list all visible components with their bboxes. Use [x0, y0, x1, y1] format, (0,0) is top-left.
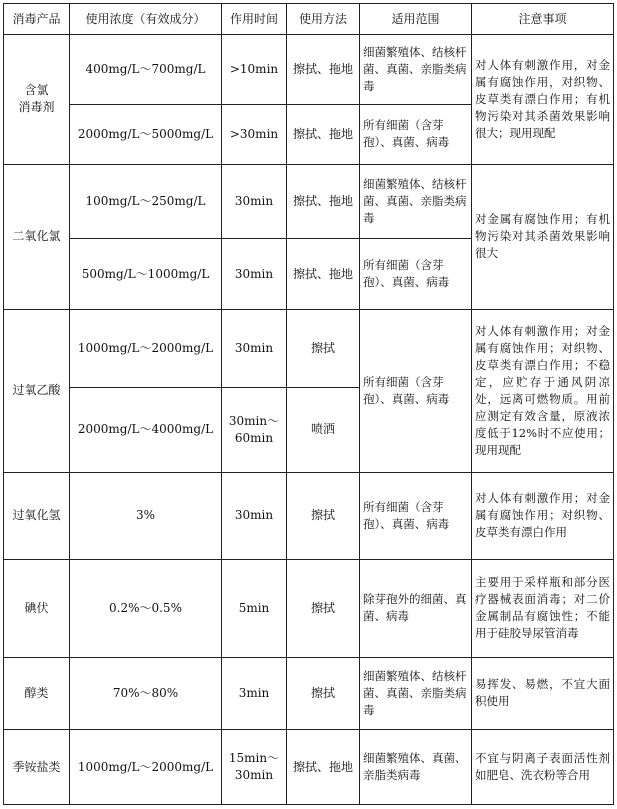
concentration-cell: 0.2%～0.5% — [70, 560, 222, 658]
header-method: 使用方法 — [287, 4, 360, 35]
time-cell — [222, 730, 287, 805]
time-cell — [222, 387, 287, 472]
concentration-cell: 1000mg/L～2000mg/L — [70, 309, 222, 387]
time-cell: 5min — [222, 560, 287, 658]
concentration-cell: 400mg/L～700mg/L — [70, 35, 222, 105]
product-cell: 过氧乙酸 — [4, 309, 70, 472]
notes-cell: 对人体有刺激作用；对金属有腐蚀作用；对织物、皮草类有漂白作用；不稳定，应贮存于通风阴凉处，远离可燃物质。用前应测定有效含量，原液浓度低于12%时不应使用；现用现配 — [472, 309, 614, 472]
method-cell: 擦拭 — [287, 657, 360, 730]
time-cell: 3min — [222, 657, 287, 730]
scope-cell: 所有细菌（含芽孢）、真菌、病毒 — [360, 309, 472, 472]
product-cell: 碘伏 — [4, 560, 70, 658]
table-row — [4, 560, 614, 658]
scope-cell: 细菌繁殖体、结核杆菌、真菌、亲脂类病毒 — [360, 657, 472, 730]
header-product: 消毒产品 — [4, 4, 70, 35]
notes-cell: 主要用于采样瓶和部分医疗器械表面消毒；对二价金属制品有腐蚀性；不能用于硅胶导尿管消毒 — [472, 560, 614, 658]
product-cell: 二氧化氯 — [4, 164, 70, 309]
method-cell: 擦拭 — [287, 309, 360, 387]
disinfectant-table — [3, 3, 614, 805]
product-name: 含氯 消毒剂 — [18, 83, 55, 115]
concentration-cell: 100mg/L～250mg/L — [70, 164, 222, 239]
concentration-cell: 2000mg/L～5000mg/L — [70, 104, 222, 164]
concentration-cell: 3% — [70, 472, 222, 559]
scope-cell: 除芽孢外的细菌、真菌、病毒 — [360, 560, 472, 658]
notes-cell: 对人体有刺激作用，对金属有腐蚀作用，对织物、皮草类有漂白作用；有机物污染对其杀菌效果影响很大；现用现配 — [472, 35, 614, 165]
product-cell: 过氧化氢 — [4, 472, 70, 559]
concentration-cell: 2000mg/L～4000mg/L — [70, 387, 222, 472]
method-cell: 擦拭、拖地 — [287, 104, 360, 164]
method-cell: 擦拭、拖地 — [287, 730, 360, 805]
concentration-cell: 1000mg/L～2000mg/L — [70, 730, 222, 805]
time-value: 30min～ 60min — [228, 413, 280, 445]
table-row — [4, 730, 614, 805]
product-cell — [4, 35, 70, 165]
time-cell: 30min — [222, 239, 287, 310]
table-row — [4, 309, 614, 387]
scope-cell: 所有细菌（含芽孢）、真菌、病毒 — [360, 472, 472, 559]
header-scope: 适用范围 — [360, 4, 472, 35]
time-cell: 30min — [222, 164, 287, 239]
notes-cell: 易挥发、易燃，不宜大面积使用 — [472, 657, 614, 730]
concentration-cell: 500mg/L～1000mg/L — [70, 239, 222, 310]
scope-cell: 细菌繁殖体、真菌、亲脂类病毒 — [360, 730, 472, 805]
method-cell: 擦拭、拖地 — [287, 164, 360, 239]
product-cell: 季铵盐类 — [4, 730, 70, 805]
table-row — [4, 472, 614, 559]
method-cell: 擦拭、拖地 — [287, 35, 360, 105]
header-concentration: 使用浓度（有效成分） — [70, 4, 222, 35]
method-cell: 擦拭 — [287, 560, 360, 658]
product-cell: 醇类 — [4, 657, 70, 730]
scope-cell: 所有细菌（含芽孢）、真菌、病毒 — [360, 239, 472, 310]
scope-cell: 细菌繁殖体、结核杆菌、真菌、亲脂类病毒 — [360, 35, 472, 105]
header-time: 作用时间 — [222, 4, 287, 35]
notes-cell: 对人体有刺激作用；对金属有腐蚀作用；对织物、皮草类有漂白作用 — [472, 472, 614, 559]
scope-cell: 所有细菌（含芽孢）、真菌、病毒 — [360, 104, 472, 164]
method-cell: 擦拭、拖地 — [287, 239, 360, 310]
time-cell: >30min — [222, 104, 287, 164]
table-row — [4, 35, 614, 105]
time-cell: >10min — [222, 35, 287, 105]
method-cell: 擦拭 — [287, 472, 360, 559]
header-row — [4, 4, 614, 35]
time-cell: 30min — [222, 309, 287, 387]
notes-cell: 不宜与阴离子表面活性剂如肥皂、洗衣粉等合用 — [472, 730, 614, 805]
table-row — [4, 657, 614, 730]
time-value: 15min～ 30min — [228, 751, 280, 783]
header-notes: 注意事项 — [472, 4, 614, 35]
scope-cell: 细菌繁殖体、结核杆菌、真菌、亲脂类病毒 — [360, 164, 472, 239]
concentration-cell: 70%～80% — [70, 657, 222, 730]
table-row — [4, 164, 614, 239]
notes-cell: 对金属有腐蚀作用；有机物污染对其杀菌效果影响很大 — [472, 164, 614, 309]
method-cell: 喷洒 — [287, 387, 360, 472]
time-cell: 30min — [222, 472, 287, 559]
